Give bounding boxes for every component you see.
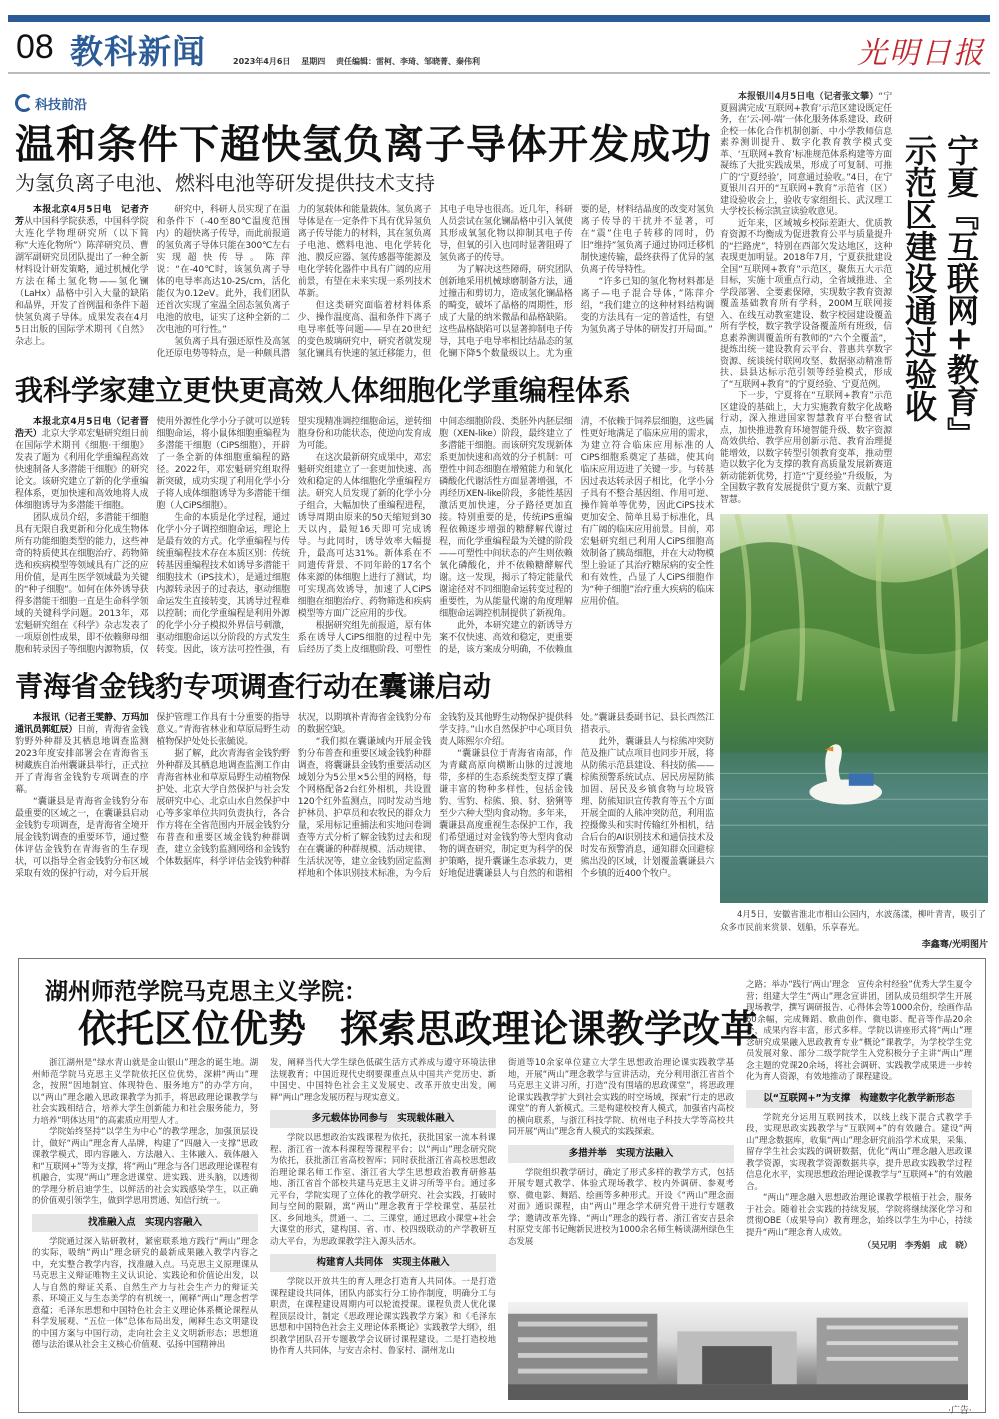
paragraph: 学院通过深入钻研教材，紧密联系地方践行“两山”理念的实际，吸纳“两山”理念研究的最新成果融入教学内容之中，充实整合教学内容，找准融入点。马克思主义原理课从马克思主义辩证唯物主义认识论、实践论和价值论出发，以人与自然的辩证关系、自然生产力与社会生产力的辩证关系、环境正义与生态美学的有机统一，阐释“两山”理念哲学意蕴；毛泽东思想和中国特色社会主义理论体系概论课程从科学发展观、“五位一体”总体布局出发，阐释生态文明建设的中国方案与中国行动，走向社会主义文明新形态；思想道德与法治课从社会主义核心价值观、弘扬中国精神出 (32, 1236, 258, 1350)
section-subhead: 找准融入点 实现内容融入 (32, 1214, 258, 1232)
paragraph: 研究中，科研人员实现了在温和条件下（-40至80℃温度范围内）的超快离子传导，而此前报道的氢负离子导体只能在300℃左右实现超快传导。陈萍说：“在-40℃时，该氢负离子导体的电导率高达10-2S/cm，活化能仅为0.12eV。此外，我们团队还首次实现了室温全固态氢负离子电池的放电，证实了这种全新的二次电池的可行性。” (156, 205, 290, 335)
article-3-body (15, 712, 714, 880)
paragraph: “我们拟在囊谦域内开展金钱豹分布普查和重要区域金钱豹种群调查，将囊谦县金钱豹重要活动区域划分为5公里×5公里的网格，每个网格配备2台红外相机，共设置120个红外监测点，同时发动当地护林员、护草员和农牧民的群众力量，采用标记重捕法和实地问卷调查等方式分析了解金钱豹过去和现在在囊谦的种群规模、活动规律、生活状况等，建立金钱豹固定监测样地和个体识别技术标准，为今后金钱豹及其他野生动物保护提供科学支持。”山水自然保护中心项目负责人陈熙尔介绍。 (297, 713, 573, 879)
paragraph: 团队成员介绍，多潜能干细胞具有无限自我更新和分化成生物体所有功能细胞类型的能力，这些神奇的特质使其在细胞治疗、药物筛选和疾病模型等领域具有广泛的应用价值，是再生医学领域最为关键的“种子细胞”。如何在体外诱导获得多潜能干细胞一直是生命科学领域的关键科学问题。2013年，邓宏魁研究组在《科学》杂志发表了一项原创性成果，即不依赖卵母细胞和转录因子等细胞内源物质，仅使用外源性化学小分子就可以逆转细胞命运，将小鼠体细胞重编程为多潜能干细胞（CiPS细胞），开辟了一条全新的体细胞重编程的路径。2022年，邓宏魁研究组取得新突破，成功实现了利用化学小分子将人成体细胞诱导为多潜能干细胞（人CiPS细胞）。 (15, 417, 290, 655)
campus-building-illustration (508, 1302, 968, 1400)
article-2-headline: 我科学家建立更快更高效人体细胞化学重编程体系 (15, 374, 632, 407)
column-tag-label: 科技前沿 (35, 97, 88, 113)
newspaper-logo: 光明日报 (857, 36, 985, 71)
paragraph: 学院充分运用互联网技术，以线上线下混合式教学手段，实现思政实践教学与“互联网+”的有效融合。建设“两山”理念数据库，收集“两山”理念研究前沿学术成果，采集、留存学生社会实践的调研数据，优化“两山”理念融入思政课教学资源，实现教学资源数据共享，提升思政实践教学过程信息化水平，实现思想政治理论课教学与“互联网+”的有效融合。 (746, 1112, 972, 1192)
paragraph: 在这次最新研究成果中，邓宏魁研究组建立了一套更加快速、高效和稳定的人体细胞化学重编程方法。研究人员发现了新的化学小分子组合，大幅加快了重编程进程，诱导周期由原来的50天缩短到30天以内，最短16天即可完成诱导。与此同时，诱导效率大幅提升，最高可达31%。新体系在不同遗传背景、不同年龄的17名个体来源的体细胞上进行了测试，均可实现高效诱导，加速了人CiPS细胞在细胞治疗、药物筛选和疾病模型等方面广泛应用的步伐。 (297, 453, 432, 619)
issue-weekday: 星期四 (301, 57, 326, 66)
ningxia-body (720, 92, 892, 506)
paragraph: 但这类研究面临着材料体系少、操作温度高、温和条件下离子电导率低等问题——早在20世纪的变色玻璃研究中，研究者就发现氢化镧具有快速的氢迁移能力，但其电子电导也很高。近几年，科研人员尝试在氢化镧晶格中引入氧使其形成氧氢化物以抑制其电子传导，但氧的引入也同时显著阻碍了氢负离子的传导。 (297, 205, 573, 359)
feature-column-1 (32, 1058, 258, 1408)
article-1-subheadline: 为氢负离子电池、燃料电池等研发提供技术支持 (15, 171, 435, 195)
paragraph: 发，阐释当代大学生绿色低碳生活方式养成与遵守环境法律法规教育；中国近现代史纲要课重点从中国共产党历史、新中国史、中国特色社会主义发展史、改革开放史出发，阐释“两山”理念发展历程与现实意义。 (270, 1058, 496, 1103)
feature-headline-right: 探索思政理论课教学改革 (340, 1006, 759, 1051)
paragraph: “囊谦县位于青海省南部，作为青藏高原向横断山脉的过渡地带，多样的生态系统类型支撑了囊谦丰富的物种多样性，包括金钱豹、雪豹、棕熊、狼、豺、猞猁等至少六种大型肉食动物。多年来，囊谦县高度重视生态保护工作，我们希望通过对金钱豹等大型肉食动物的调查研究，制定更为科学的保护策略，提升囊谦生态承载力，更好地促进囊谦县人与自然的和谐相处。”囊谦县委副书记、县长西然江措表示。 (439, 713, 714, 879)
g-logo-icon (15, 94, 33, 112)
article-2-body (15, 416, 714, 656)
column-tag (15, 92, 714, 114)
article-3-headline: 青海省金钱豹专项调查行动在囊谦启动 (15, 670, 492, 703)
paragraph (720, 92, 892, 219)
paragraph: 之路；举办“践行‘两山’理念 宣传余村经验”优秀大学生夏令营；组建大学生“两山”理念宣讲团，团队成员组织学生开展现场教学，撰写调研报告、心得体会等1000余份，绘画作品60余幅，完成舞蹈、歌曲创作、微电影、配音等作品20余个，成果内容丰富，形式多样。学院以讲座形式将“两山”理念研究成果融入思政教育专业“概论”课教学，为学校学生党员发展对象、部分二级学院学生入党积极分子主讲“两山”理念主题的党课20余场，将社会调研、实践教学成果进一步转化为育人资源，有效地推动了课程建设。 (746, 980, 972, 1082)
dateline-lead: 本报北京4月5日电 记者齐芳 (15, 205, 149, 227)
paragraph: 近年来，区域城乡校际差距大、优质教育资源不均衡成为促进教育公平与质量提升的“拦路虎”，特别在西部欠发达地区，这种表现更加明显。2018年7月，宁夏获批建设全国“互联网+教育”示范区，聚焦五大示范目标，实施十项重点行动，全省域推进、全学段部署、全要素保障，实现数字教育资源覆盖基础教育所有学科，200M互联网接入、在线互动教室建设、数字校园建设覆盖所有学校，数字教学设备覆盖所有班级，信息素养测训覆盖所有教师的“六个全覆盖”，提炼出统一建设教育云平台、普惠共享数字资源、统谈统付联网攻坚、数据驱动精准帮扶、县县达标示范引领等经验模式，形成了“互联网+教育”的宁夏经验、宁夏范例。 (720, 218, 892, 390)
paragraph: 下一步，宁夏将在“互联网+教育”示范区建设的基础上，大力实施教育数字化战略行动，深入推进国家智慧教育平台整省试点，加快推进教育环境智能升级、数字资源高效供给、教学应用创新示范、教育治理提能增效，以数字转型引领教育变革，推动塑造以数字化为支撑的教育高质量发展新赛道新动能新优势，打造“宁夏经验”升级版，为全国数字教育发展提供宁夏方案、贡献宁夏智慧。 (720, 391, 892, 505)
main-news-column (15, 92, 714, 954)
paragraph: 街道等10余家单位建立大学生思想政治理论课实践教学基地，开展“两山”理念教学与宣讲活动，充分利用浙江省首个马克思主义讲习所，打造“没有围墙的思政课堂”，将思政理论课实践教学扩大到社会实践的时空场域，探索“行走的思政课堂”的育人新模式。三是构建校校育人模式，加强省内高校的横向联系，与浙江科技学院、杭州电子科技大学等高校共同开展“两山”理念育人模式的实践探索。 (508, 1058, 734, 1137)
campus-building-photo (508, 1302, 968, 1400)
article-1-body (15, 204, 714, 360)
byline: （吴兄明 李秀娟 成 晓） (862, 1241, 972, 1251)
right-sidebar (720, 92, 988, 950)
advertisement-label: ·广告· (948, 1406, 972, 1416)
paragraph-text: 日前，青海省金钱豹野外种群及其栖息地调查监测2023年度安排部署会在青海省玉树藏族自治州囊谦县举行，正式拉开了青海省金钱豹专项调查的序幕。 (15, 725, 149, 795)
section-subhead: 多元载体协同参与 实现载体融入 (270, 1110, 496, 1128)
paragraph: 氢负离子具有强还原性及高氢化还原电势等特点，是一种颇具潜力的氢载体和能量载体。氢负离子导体是在一定条件下具有优异氢负离子传导能力的材料，其在氢负离子电池、燃料电池、电化学转化池、膜反应器、氢传感器等能源及电化学转化器件中具有广阔的应用前景，有望在未来实现一系列技术革新。 (156, 205, 432, 359)
paragraph: “两山”理念融入思想政治理论课教学根植于社会，服务于社会。随着社会实践的持续发展，学院将继续深化学习和贯彻OBE（成果导向）教育理念，始终以学生为中心，持续提升“两山”理念育人成效。 (746, 1193, 972, 1238)
paragraph (15, 712, 158, 796)
page-number: 08 (16, 28, 54, 66)
paragraph: “囊谦县是青海省金钱豹分布最重要的区域之一，在囊谦县启动金钱豹专项调查，是青海省全境开展金钱豹调查的重要环节，通过整体评估金钱豹在青海省的生存现状，可以指导全省金钱豹分布区域采取有效的保护行动，对今后开展保护管理工作具有十分重要的指导意义。”青海省林业和草原局野生动植物保护处处长张毓说。 (15, 713, 290, 879)
paragraph: 浙江湖州是“绿水青山就是金山银山”理念的诞生地。湖州师范学院马克思主义学院依托区位优势，深耕“两山”理念，按照“因地制宜、体现特色、服务地方”的办学方向，以“两山”理念融入思政课教学为抓手，将思政理论课教学与社会实践相结合，培养大学生创新能力和社会服务能力，努力培养“明体达用”的高素质应用型人才。 (32, 1058, 258, 1126)
feature-kicker: 湖州师范学院马克思主义学院： (45, 978, 367, 1005)
feature-column-2 (270, 1058, 496, 1408)
feature-headline-left: 依托区位优势 (78, 1006, 307, 1051)
paragraph-text: 从中国科学院获悉，中国科学院大连化学物理研究所（以下简称“大连化物所”）陈萍研究员、曹湖军副研究员团队提出了一种全新材料设计研发策略，通过机械化学方法在稀土氢化物——氢化镧（LaHx）晶格中引入大量的缺陷和晶界，开发了首例温和条件下超快氢负离子导体。成果发表在4月5日出版的国际学术期刊《自然》杂志上。 (15, 217, 149, 347)
section-subhead: 多措并举 实现方法融入 (508, 1145, 734, 1163)
masthead-bar (8, 15, 990, 22)
issue-date: 2023年4月6日 (233, 57, 291, 66)
article-1-headline: 温和条件下超快氢负离子导体开发成功 (15, 121, 712, 168)
paragraph: 学院以开放共生的育人理念打造育人共同体。一是打造课程建设共同体，团队内部实行分工协作制度，明确分工与职责，在课程建设周期内可以轮流授课。课程负责人优化课程顶层设计，制定《思政理论课实践教学方案》和《毛泽东思想和中国特色社会主义理论体系概论》实践教学大纲》，组织教学团队召开专题教学会议研讨课程建设。二是打造校地协作育人共同体，与安吉余村、鲁家村、湖州龙山 (270, 1277, 496, 1356)
ningxia-article (720, 92, 988, 506)
section-subhead: 构建育人共同体 实现主体融入 (270, 1254, 496, 1272)
paragraph: 根据研究组先前报道，原有体系在诱导人CiPS细胞的过程中先后经历了类上皮细胞阶段、可塑性中间态细胞阶段、类胚外内胚层细胞（XEN-like）阶段，最终建立了多潜能干细胞。而该研究发现新体系更加快速和高效的分子机制：可塑性中间态细胞在增殖能力和氧化磷酸化代谢活性方面显著增强，不再经历XEN-like阶段，多能性基因激活更加快速，分子路径更加直接。特别重要的是，传统iPS重编程依赖逐步增强的糖酵解代谢过程，而化学重编程最为关键的阶段——可塑性中间状态的产生则依赖氧化磷酸化，并不依赖糖酵解代谢。这一发现，揭示了特定能量代谢途径对不同细胞命运转变过程的重要性，为从能量代谢的角度理解细胞命运调控机制提供了新视角。 (297, 417, 573, 655)
header-divider (8, 72, 990, 74)
dateline-lead: 本报银川4月5日电（记者张文攀） (738, 92, 879, 102)
photo-caption: 4月5日，安徽省淮北市相山公园内，水波荡漾，柳叶青青，吸引了众多市民前来赏景、划船，乐享春光。 (720, 910, 986, 933)
headline-line-1: 宁夏『互联网+教育』 (942, 134, 980, 449)
paragraph-text: “宁夏圆满完成‘互联网+教育’示范区建设既定任务，在‘云-网-端’一体化服务体系建设、政研企校一体化合作机制创新、中小学教师信息素养测训提升、数字化教育教学模式变革、‘互联网+教育’标准规范体系构建等方面凝练了大批实践成果，形成了可复制、可推广的‘宁夏经验’，同意通过验收。”4日，在宁夏银川召开的“互联网+教育”示范省（区）建设验收会上，验收专家组组长、武汉理工大学校长杨宗凯宣读验收意见。 (720, 92, 893, 217)
paragraph: 学院组织教学研讨，确定了形式多样的教学方式，包括开展专题式教学、体验式现场教学、校内外调研、参观考察、微电影、舞蹈、绘画等多种形式。开设《“两山”理念面对面》通识课程，由“两山”理念学术研究骨干进行专题教学；邀请改革先锋、“两山”理念的践行者、浙江省安吉县余村原党支部书记鲍新民进校为1000余名师生畅谈湖州绿色生态发展 (508, 1167, 734, 1247)
paragraph: 据了解，此次青海省金钱豹野外种群及其栖息地调查监测工作由青海省林业和草原局野生动植物保护处、北京大学自然保护与社会发展研究中心、北京山水自然保护中心等多家单位共同负责执行，各合作方将在全省范围内开展金钱豹分布普查和重要区域金钱豹种群调查，建立金钱豹监测网络和金钱豹个体数据库，科学评估金钱豹种群状况，以期填补青海省金钱豹分布的数据空缺。 (156, 713, 432, 867)
photo-credit: 李鑫骞/光明图片 (921, 940, 988, 950)
dateline-lead: 本报北京4月5日电（记者晋浩天） (15, 417, 149, 439)
section-subhead: 以“互联网+”为支撑 构建数字化教学新形态 (746, 1090, 972, 1108)
section-title: 教科新闻 (70, 32, 206, 71)
feature-column-4 (746, 980, 972, 1296)
swan-boat-illustration (720, 514, 988, 903)
dateline (233, 56, 488, 67)
feature-headline (78, 1008, 758, 1050)
paragraph: 为了解决这些障碍，研究团队创新地采用机械球磨制备方法，通过撞击和剪切力，造成氢化镧晶格的畸变，破坏了晶格的周期性，形成了大量的纳米微晶和晶格缺陷。这些晶格缺陷可以显著抑制电子传导，其电子电导率相比结晶态的氢化镧下降5个数量级以上。尤为重要的是，材料结晶度的改变对氢负离子传导的干扰并不显著，可在“震”住电子转移的同时，仍旧“维持”氢负离子通过协同迁移机制快速传输，最终获得了优异的氢负离子传导特性。 (439, 205, 714, 359)
park-lake-photo (720, 514, 988, 903)
paragraph: 生命的本质是化学过程，通过化学小分子调控细胞命运，理论上是最有效的方式。化学重编程与传统重编程技术存在本质区别：传统转基因重编程技术如诱导多潜能干细胞技术（iPS技术），是通过细胞内源转录因子的过表达，驱动细胞命运发生直接转变，其诱导过程难以控制；而化学重编程是利用外源的化学小分子模拟外界信号刺激，驱动细胞命运以分阶段的方式发生转变。因此，该方法可控性强，有望实现精准调控细胞命运，逆转细胞身份和功能状态，使逆向发育成为可能。 (156, 417, 432, 655)
ningxia-headline (898, 134, 982, 464)
paragraph (15, 416, 148, 512)
paragraph (15, 204, 148, 348)
paragraph: 学院始终坚持“以学生为中心”的教学理念，加强顶层设计，做好“两山”理念育人品牌，构建了“四融入一支撑”思政课教学模式，即内容融入、方法融入、主体融入、载体融入和“互联网+”等为支撑，将“两山”理念与各门思政理论课程有机融合，实现“两山”理念进课堂、进实践、进头脑，以透彻的学理分析启迪学生，以鲜活的社会实践感染学生，以正确的价值观引领学生，做到学思用贯通、知信行统一。 (32, 1127, 258, 1206)
editors: 责任编辑：雷柯、李琦、邹晓菁、秦伟利 (336, 57, 480, 66)
paragraph-text: 北京大学邓宏魁研究组日前在国际学术期刊《细胞·干细胞》发表了题为《利用化学重编程高效快速制备人多潜能干细胞》的研究论文。该研究建立了新的化学重编程体系，更加快速和高效地将人成体细胞诱导为多潜能干细胞。 (15, 429, 149, 511)
feature-column-3 (508, 1058, 734, 1296)
dateline-lead: 本报讯（记者王雯静、万玛加 通讯员郭虹辰） (15, 713, 158, 735)
headline-line-2: 示范区建设通过验收 (900, 134, 938, 422)
paragraph: 学院以思想政治实践课程为依托，获批国家一流本科课程、浙江省一流本科课程等课程平台；以“两山”理念研究院为依托，获批浙江省高校智库；同时获批浙江省高校思想政治理论课名师工作室、浙江省大学生思想政治教育研修基地、浙江省首个部校共建马克思主义讲习所等平台。通过多元平台，学院实现了立体化的教学研究、社会实践，打破时间与空间的限隔，寓“两山”理念教育于学校课堂、基层社区、乡间地头，贯通一、二、三课堂，通过思政小课堂+社会大课堂的形式，建构国、省、市、校四级联动的产学教研互动大平台，为思政课教学注入源头活水。 (270, 1133, 496, 1247)
paragraph: 此外，囊谦县人与棕熊冲突防范及推广试点项目也同步开展，将从防熊示范县建设、科技防熊——棕熊预警系统试点、居民房屋防熊加固、居民及乡镇食物与垃圾管理、防熊知识宣传教育等五个方面开展全面的人熊冲突防范，利用监控摄像头和实时传输红外相机，结合后台的AI识别技术和通信技术及时发布预警消息，通知群众回避棕熊出没的区域，计划覆盖囊谦县六个乡镇的近400个牧户。 (580, 737, 714, 879)
paragraph: 此外，本研究建立的新诱导方案不仅快速、高效和稳定，更重要的是，该方案成分明确，不依赖血清，不依赖于饲养层细胞，这些属性更好地满足了临床应用的需求，为建立符合临床应用标准的人CiPS细胞系奠定了基础，使其向临床应用迈进了关键一步。与转基因过表达转录因子相比，化学小分子具有不整合基因组、作用可逆、操作简单等优势，因此CiPS技术更加安全、简单且易于标准化，具有广阔的临床应用前景。目前，邓宏魁研究组已利用人CiPS细胞高效制备了胰岛细胞，并在大动物模型上验证了其治疗糖尿病的安全性和有效性，凸显了人CiPS细胞作为“种子细胞”治疗重大疾病的临床应用价值。 (439, 417, 714, 655)
paragraph: “许多已知的氢化物材料都是离子—电子混合导体，”陈萍介绍，“我们建立的这种材料结构调变的方法具有一定的普适性，有望为氢负离子导体的研发打开局面。” (580, 277, 714, 335)
